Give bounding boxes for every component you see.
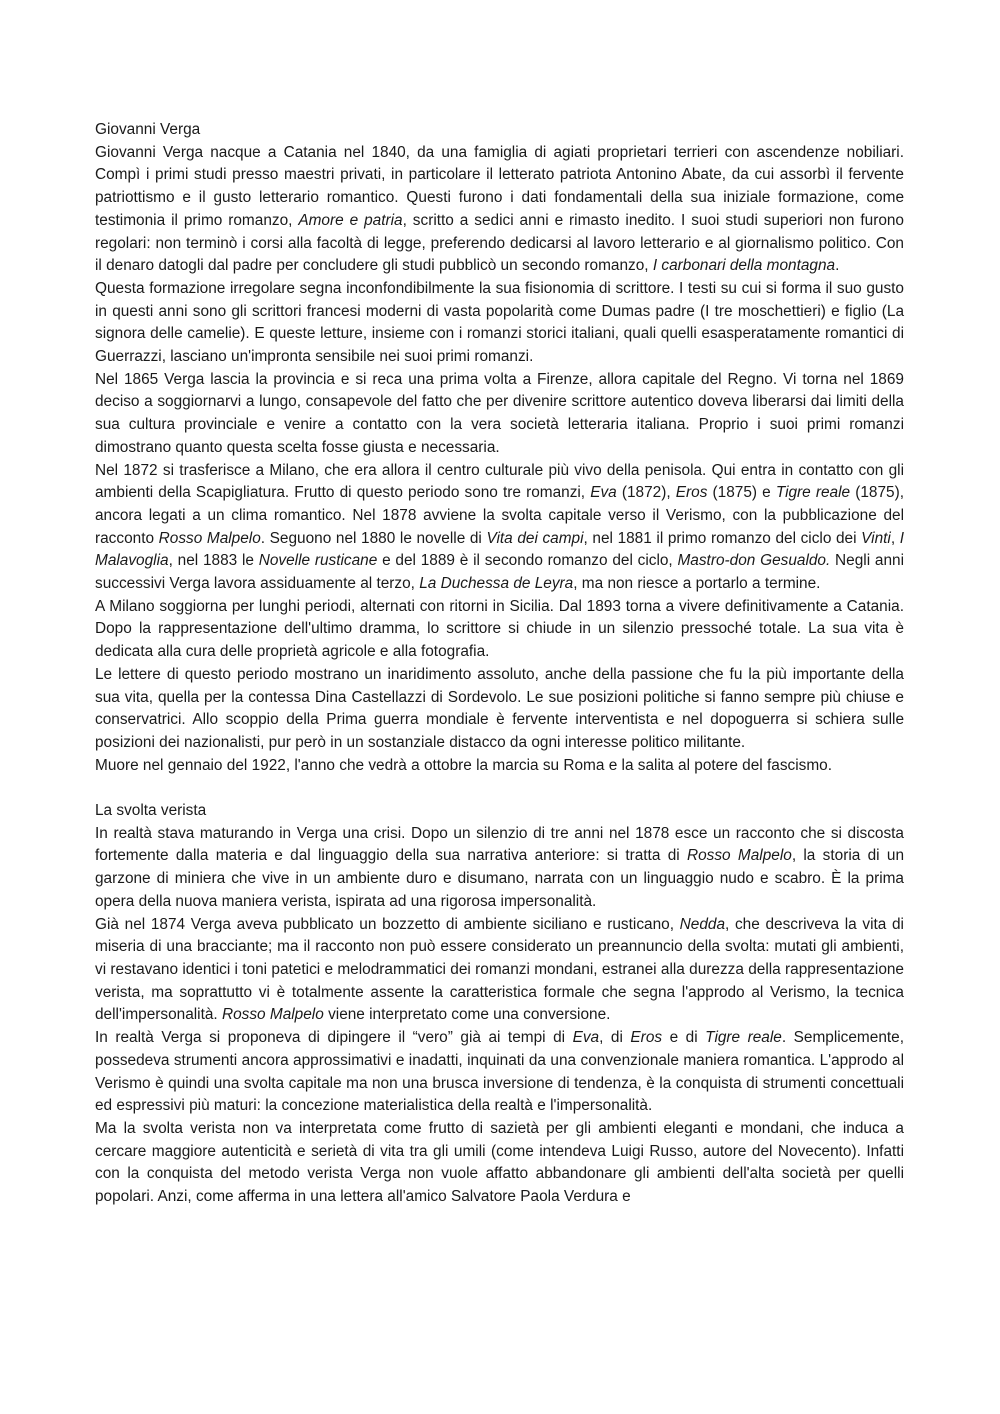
- text-run: (1872),: [616, 484, 676, 502]
- text-run: Giovanni Verga nacque a Catania nel 1840, da una famiglia di agiati proprietari terrieri con ascendenze nobiliari. Compì i primi studi presso maestri privati, in particolare il letterato patriota Antonino Abate, da cui assorbì il fervente patriottismo e il gusto letterario romantico. Questi furono i dati fondamentali della sua iniziale formazione, come testimonia il primo romanzo,: [95, 143, 904, 229]
- text-run: , la storia di un garzone di miniera che vive in un ambiente duro e disumano, narrata con un linguaggio nudo e scabro. È la prima opera della nuova maniera verista, ispirata ad una rigorosa impersonalità.: [95, 847, 904, 910]
- paragraph-letters: Le lettere di questo periodo mostrano un inaridimento assoluto, anche della passione che fu la più importante della sua vita, quella per la contessa Dina Castellazzi di Sordevolo. Le sue posizioni politiche si fanno sempre più chiuse e conservatrici. Allo scoppio della Prima guerra mondiale è fervente interventista e nel dopoguerra si schiera sulle posizioni dei nazionalisti, pur però in un sostanziale distacco da ogni interesse politico militante.: [95, 665, 904, 751]
- italic-title: Eros: [630, 1029, 663, 1047]
- italic-title: Novelle rusticane: [258, 552, 378, 570]
- italic-title: I Malavoglia: [95, 529, 904, 570]
- paragraph-biography-intro: [95, 142, 904, 278]
- italic-title: Mastro-don Gesualdo.: [677, 552, 831, 570]
- italic-title: Eva: [572, 1029, 600, 1047]
- text-run: e del 1889 è il secondo romanzo del ciclo,: [377, 552, 678, 570]
- text-run: , nel 1881 il primo romanzo del ciclo dei: [583, 529, 862, 547]
- section-title-svolta-verista: La svolta verista: [95, 802, 207, 820]
- italic-title: La Duchessa de Leyra: [419, 575, 574, 593]
- text-run: . Semplicemente, possedeva strumenti ancora approssimativi e inadatti, inquinati da una convenzionale maniera romantica. L'approdo al Verismo è quindi una svolta capitale ma non una brusca inversione di tendenza, è la conquista di strumenti concettuali ed espressivi più maturi: la concezione materialistica della realtà e l'impersonalità.: [95, 1029, 904, 1115]
- text-run: Negli anni successivi Verga lavora assiduamente al terzo,: [95, 552, 904, 593]
- italic-title: Amore e patria: [298, 211, 403, 229]
- italic-title: Eva: [590, 484, 617, 502]
- paragraph-svolta-interpretation: Ma la svolta verista non va interpretata come frutto di sazietà per gli ambienti eleganti e mondani, che induca a cercare maggiore autenticità e serietà di vita tra gli umili (come intendeva Luigi Russo, autore del Novecento). Infatti con la conquista del metodo verista Verga non vuole affatto abbandonare gli ambienti dell'alta società per quelli popolari. Anzi, come afferma in una lettera all'amico Salvatore Paola Verdura e: [95, 1119, 904, 1206]
- text-run: In realtà stava maturando in Verga una crisi. Dopo un silenzio di tre anni nel 1878 esce un racconto che si discosta fortemente dalla materia e dal linguaggio della sua narrativa anteriore: si tratta di: [95, 824, 904, 865]
- text-run: , di: [599, 1029, 631, 1047]
- italic-title: Vinti: [861, 529, 891, 547]
- section-title-giovanni-verga: Giovanni Verga: [95, 121, 201, 138]
- italic-title: Tigre reale: [705, 1029, 782, 1047]
- text-run: , scritto a sedici anni e rimasto inedito. I suoi studi superiori non furono regolari: non terminò i corsi alla facoltà di legge, preferendo dedicarsi al lavoro letterario e al giornalismo politico. Con il denaro datogli dal padre per concludere gli studi pubblicò un secondo romanzo,: [95, 211, 904, 275]
- italic-title: Rosso Malpelo: [158, 529, 261, 547]
- text-run: . Seguono nel 1880 le novelle di: [260, 529, 487, 547]
- text-run: , nel 1883 le: [168, 552, 259, 570]
- italic-title: Tigre reale: [775, 484, 851, 502]
- paragraph-formation: Questa formazione irregolare segna inconfondibilmente la sua fisionomia di scrittore. I testi su cui si forma il suo gusto in questi anni sono gli scrittori francesi moderni di vasta popolarità come Dumas padre (I tre moschettieri) e figlio (La signora delle camelie). E queste letture, insieme con i romanzi storici italiani, quali quelli esasperatamente romantici di Guerrazzi, lasciano un'impronta sensibile nei suoi primi romanzi.: [95, 279, 904, 366]
- paragraph-vero: [95, 1027, 904, 1118]
- text-run: Nel 1872 si trasferisce a Milano, che era allora il centro culturale più vivo della penisola. Qui entra in contatto con gli ambienti della Scapigliatura. Frutto di questo periodo sono tre romanzi,: [95, 461, 904, 502]
- italic-title: Rosso Malpelo: [686, 847, 792, 865]
- paragraph-death: Muore nel gennaio del 1922, l'anno che vedrà a ottobre la marcia su Roma e la salita al potere del fascismo.: [95, 756, 832, 774]
- text-run: , che descriveva la vita di miseria di una bracciante; ma il racconto non può essere considerato un preannuncio della svolta: mutati gli ambienti, vi restavano identici i toni patetici e melodrammatici dei romanzi mondani, estranei alla durezza della rappresentazione verista, ma soprattutto vi è totalmente assente la caratteristica formale che segna l'approdo al Verismo, la tecnica dell'impersonalità.: [95, 915, 904, 1024]
- text-run: , ma non riesce a portarlo a termine.: [573, 575, 821, 593]
- italic-title: Nedda: [679, 915, 726, 933]
- paragraph-florence: Nel 1865 Verga lascia la provincia e si reca una prima volta a Firenze, allora capitale del Regno. Vi torna nel 1869 deciso a soggiornarvi a lungo, consapevole del fatto che per divenire scrittore autentico doveva liberarsi dai limiti della sua cultura provinciale e venire a contatto con la vera società letteraria italiana. Proprio i suoi primi romanzi dimostrano quanto questa scelta fosse giusta e necessaria.: [95, 370, 904, 456]
- text-run: In realtà Verga si proponeva di dipingere il “vero” già ai tempi di: [95, 1029, 573, 1047]
- text-run: ,: [890, 529, 900, 547]
- text-run: (1875) e: [707, 484, 776, 502]
- text-run: Già nel 1874 Verga aveva pubblicato un bozzetto di ambiente siciliano e rusticano,: [95, 915, 680, 933]
- paragraph-crisis: [95, 823, 904, 914]
- italic-title: Vita dei campi: [486, 529, 584, 547]
- text-run: e di: [662, 1029, 706, 1047]
- text-run: .: [835, 257, 840, 275]
- paragraph-milan: [95, 460, 904, 596]
- text-run: viene interpretato come una conversione.: [323, 1006, 611, 1024]
- paragraph-catania-return: A Milano soggiorna per lunghi periodi, alternati con ritorni in Sicilia. Dal 1893 torna a vivere definitivamente a Catania. Dopo la rappresentazione dell'ultimo dramma, lo scrittore si chiude in un silenzio pressoché totale. La sua vita è dedicata alla cura delle proprietà agricole e alla fotografia.: [95, 597, 904, 661]
- text-run: (1875), ancora legati a un clima romantico. Nel 1878 avviene la svolta capitale verso il Verismo, con la pubblicazione del racconto: [95, 484, 904, 547]
- paragraph-nedda: [95, 914, 904, 1028]
- italic-title: Rosso Malpelo: [221, 1006, 324, 1024]
- italic-title: I carbonari della montagna: [652, 257, 836, 275]
- paragraph-spacer: [95, 777, 904, 800]
- italic-title: Eros: [675, 484, 708, 502]
